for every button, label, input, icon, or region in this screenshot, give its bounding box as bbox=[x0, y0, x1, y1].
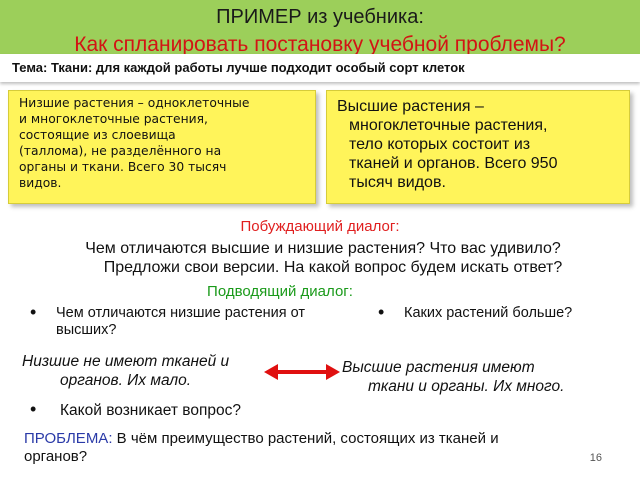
higher-plants-line: тканей и органов. Всего 950 bbox=[349, 155, 558, 172]
bullet-text: Какой возникает вопрос? bbox=[60, 402, 241, 419]
lower-plants-line: и многоклеточные растения, bbox=[19, 112, 208, 126]
lower-plants-line: состоящие из слоевища bbox=[19, 128, 176, 142]
motivating-dialog-title: Побуждающий диалог: bbox=[240, 218, 400, 235]
bullet-text: Чем отличаются низшие растения от bbox=[56, 305, 306, 321]
dialog-line: Чем отличаются высшие и низшие растения? Что вас удивило? bbox=[85, 240, 561, 257]
higher-plants-line: тысяч видов. bbox=[349, 174, 446, 191]
bullet-question-count bbox=[378, 302, 628, 322]
bullet-text: Каких растений больше? bbox=[404, 305, 573, 321]
lower-plants-box bbox=[8, 90, 316, 204]
header-title: ПРИМЕР из учебника: bbox=[216, 6, 424, 28]
answer-line: Низшие не имеют тканей и bbox=[22, 353, 230, 370]
lower-plants-line: органы и ткани. Всего 30 тысяч bbox=[19, 160, 227, 174]
problem-label: ПРОБЛЕМА: bbox=[24, 430, 113, 447]
guiding-dialog-title: Подводящий диалог: bbox=[207, 283, 353, 300]
bullet-dot-icon: • bbox=[30, 302, 37, 322]
higher-plants-line: Высшие растения – bbox=[337, 98, 484, 115]
answer-line: ткани и органы. Их много. bbox=[368, 378, 565, 395]
header-subtitle: Как спланировать постановку учебной проблемы? bbox=[74, 33, 566, 54]
lower-plants-line: (таллома), не разделённого на bbox=[19, 144, 222, 158]
higher-plants-line: многоклеточные растения, bbox=[349, 117, 548, 134]
answer-higher-plants bbox=[342, 358, 622, 396]
lower-plants-line: Низшие растения – одноклеточные bbox=[19, 96, 250, 110]
answer-lower-plants bbox=[22, 352, 292, 390]
dialog-line: Предложи свои версии. На какой вопрос будем искать ответ? bbox=[103, 259, 563, 276]
higher-plants-line: тело которых состоит из bbox=[349, 136, 531, 153]
answer-line: органов. Их мало. bbox=[60, 372, 192, 389]
page-number: 16 bbox=[589, 452, 602, 464]
motivating-dialog-text bbox=[18, 239, 628, 277]
bullet-dot-icon: • bbox=[30, 399, 37, 419]
answer-line: Высшие растения имеют bbox=[342, 359, 535, 376]
problem-text-continued: органов? bbox=[24, 448, 88, 465]
slide-header bbox=[0, 0, 640, 54]
topic-bar: Тема: Ткани: для каждой работы лучше подходит особый сорт клеток bbox=[0, 54, 640, 82]
higher-plants-box bbox=[326, 90, 630, 204]
problem-statement bbox=[24, 430, 604, 466]
bullet-question-difference bbox=[30, 302, 360, 339]
problem-text: В чём преимущество растений, состоящих из тканей и bbox=[116, 430, 499, 447]
double-arrow-icon bbox=[264, 362, 340, 382]
bullet-dot-icon: • bbox=[378, 302, 385, 322]
bullet-text: высших? bbox=[56, 322, 117, 338]
lower-plants-line: видов. bbox=[19, 176, 62, 190]
bullet-question-arises bbox=[30, 399, 330, 419]
